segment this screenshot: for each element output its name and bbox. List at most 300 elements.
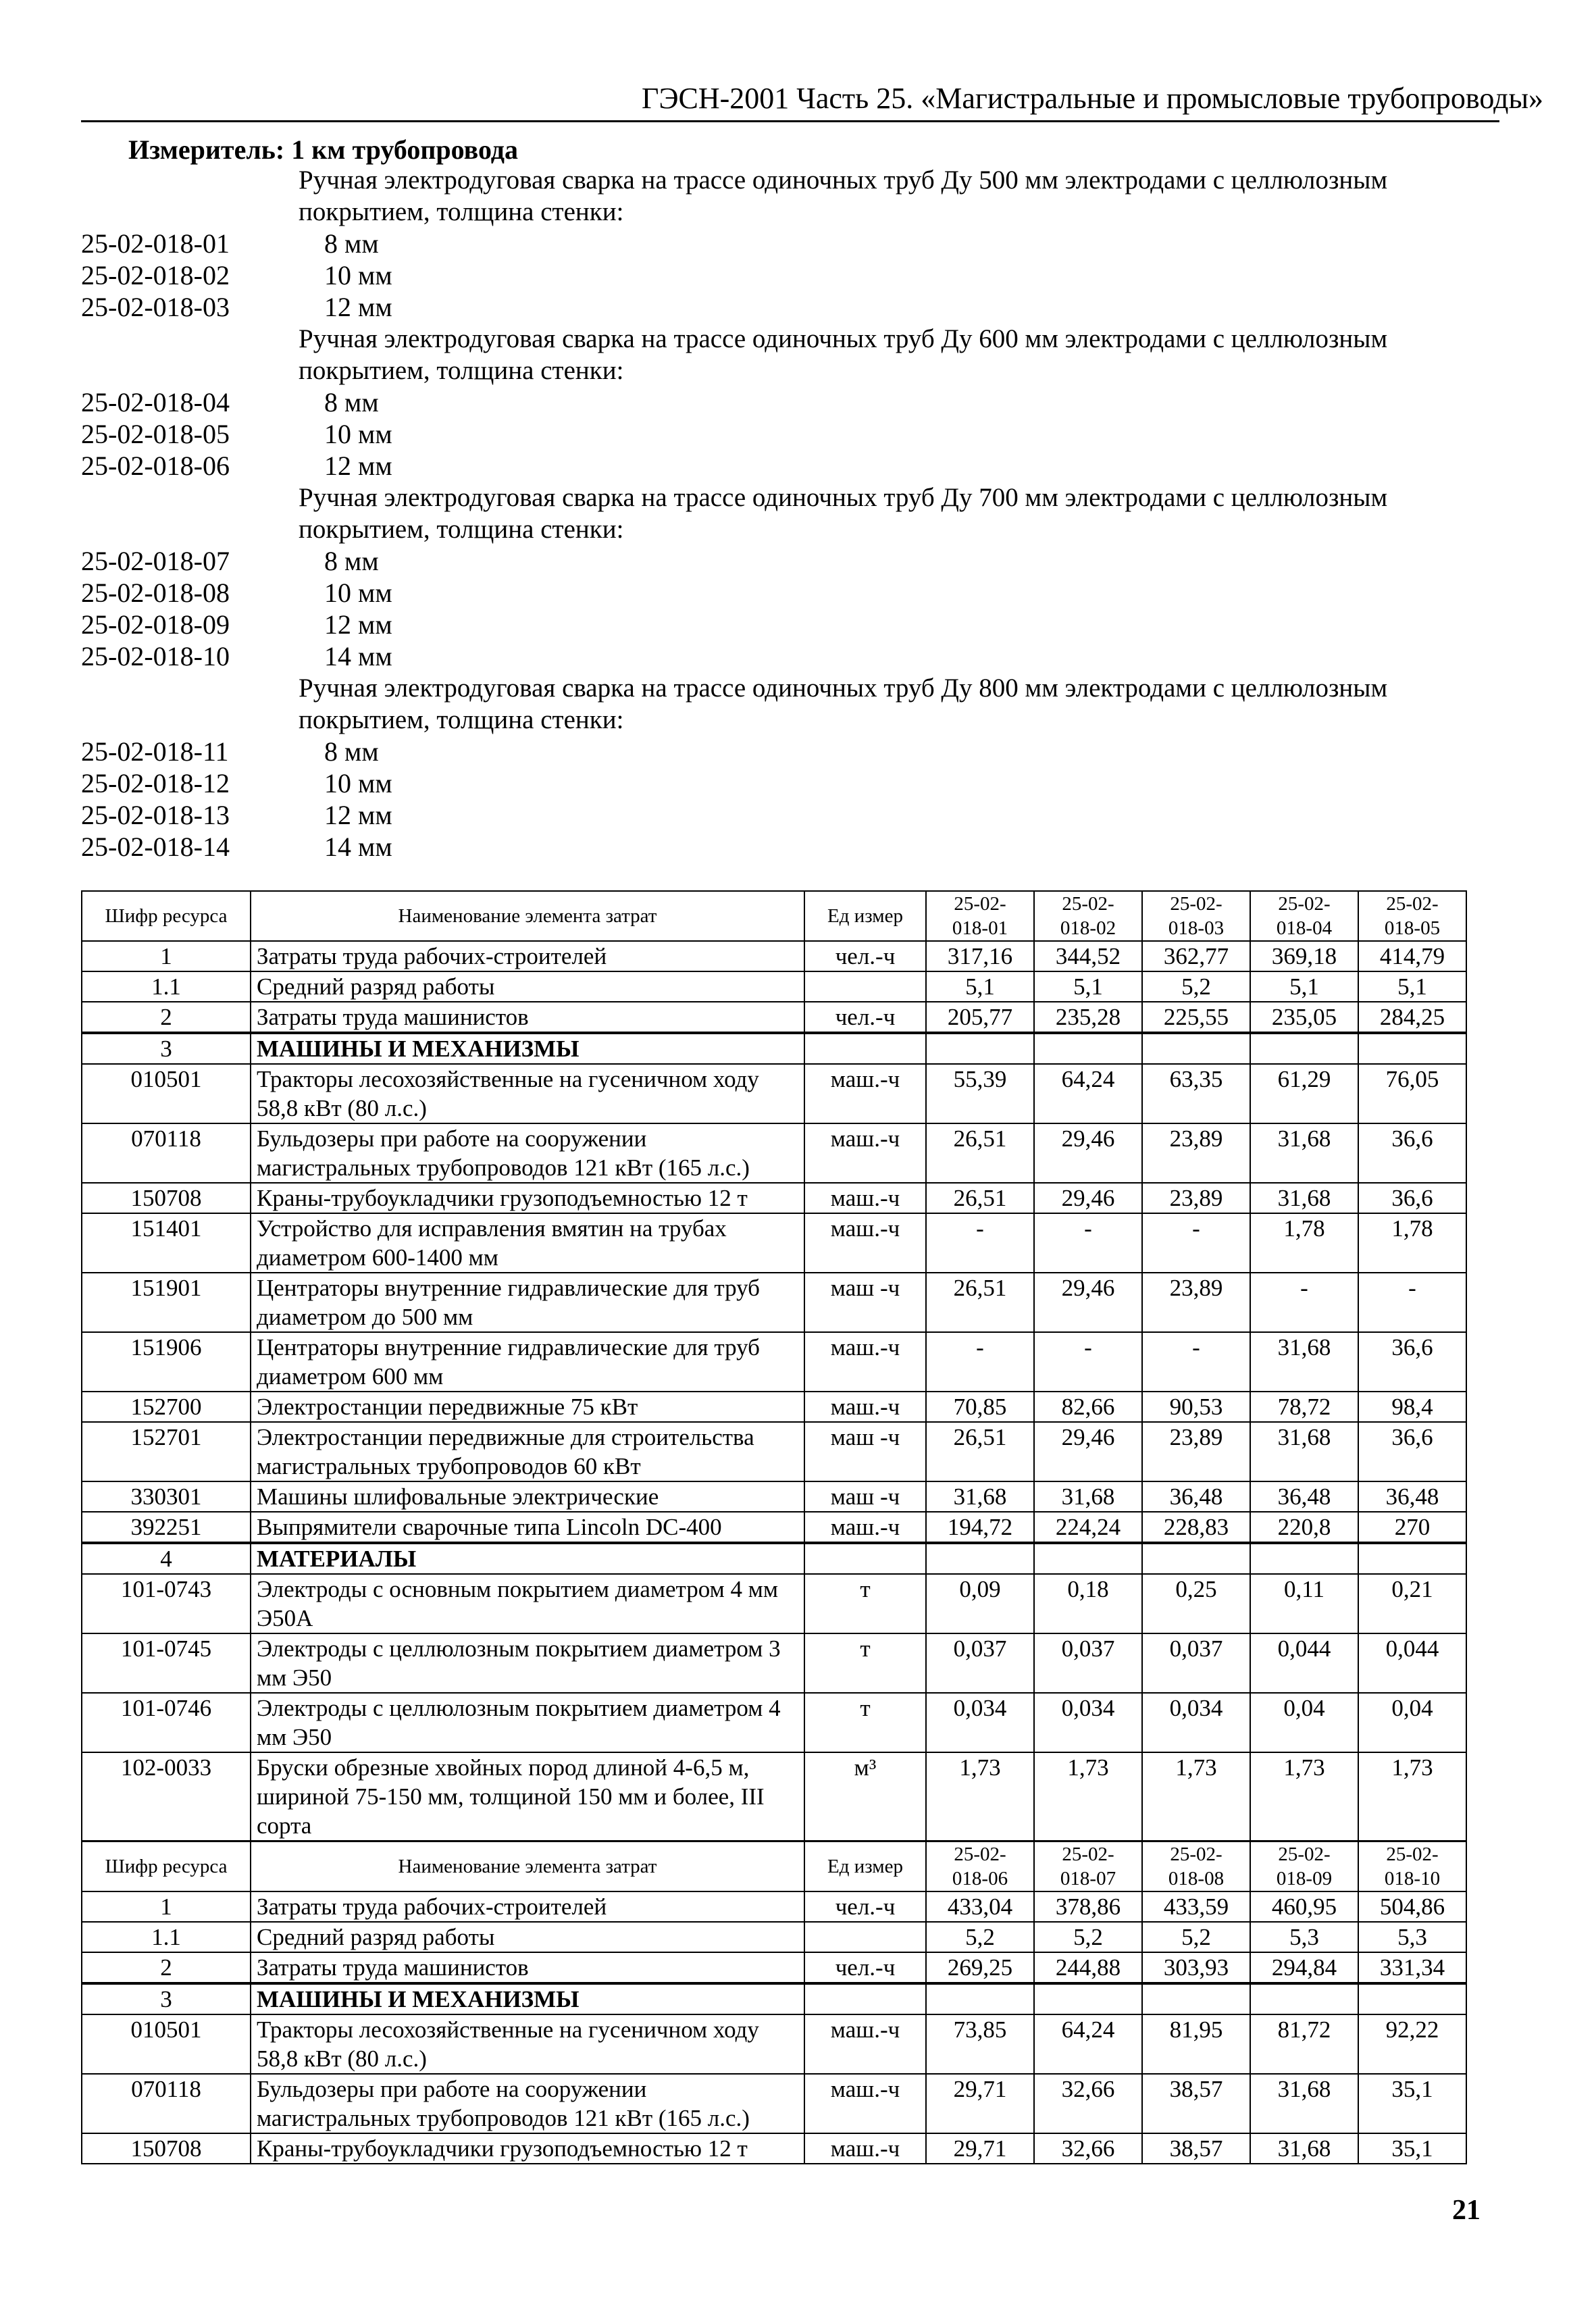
norm-value: 0,037	[1034, 1633, 1142, 1693]
empty-cell	[1358, 1033, 1466, 1064]
norm-value: 1,73	[926, 1752, 1034, 1841]
norm-value: 303,93	[1142, 1952, 1250, 1983]
col-header-code: Шифр ресурса	[82, 891, 251, 941]
norm-code-row	[81, 259, 1506, 291]
resource-name: Бруски обрезные хвойных пород длиной 4-6,5 м, шириной 75-150 мм, толщиной 150 мм и более, III сорта	[251, 1752, 804, 1841]
resource-unit: т	[804, 1574, 926, 1633]
norm-code: 25-02-018-14	[81, 832, 230, 862]
norm-value: 235,05	[1250, 1002, 1358, 1033]
norm-value: 31,68	[926, 1481, 1034, 1512]
work-group-title: Ручная электродуговая сварка на трассе одиночных труб Ду 800 мм электродами с целлюлозным покрытием, толщина стенки:	[299, 673, 1388, 734]
resource-unit: маш.-ч	[804, 1064, 926, 1123]
norm-code-row	[81, 767, 1506, 799]
norm-code-row	[81, 799, 1506, 831]
wall-thickness: 10 мм	[324, 578, 392, 608]
resource-code: 101-0745	[82, 1633, 251, 1693]
norm-code: 25-02-018-12	[81, 768, 230, 798]
table-header-row	[82, 1841, 1466, 1891]
resource-unit: чел.-ч	[804, 1891, 926, 1922]
norm-value: 0,18	[1034, 1574, 1142, 1633]
norm-value: 5,1	[1358, 971, 1466, 1002]
norm-value: 78,72	[1250, 1392, 1358, 1422]
norm-value: 76,05	[1358, 1064, 1466, 1123]
norm-value: 26,51	[926, 1273, 1034, 1332]
norm-code: 25-02-018-02	[81, 260, 230, 290]
norm-value: 29,71	[926, 2074, 1034, 2133]
table-row	[82, 1512, 1466, 1543]
resource-name: Выпрямители сварочные типа Lincoln DC-400	[251, 1512, 804, 1543]
norm-value: 504,86	[1358, 1891, 1466, 1922]
norm-value: 205,77	[926, 1002, 1034, 1033]
resource-name: Краны-трубоукладчики грузоподъемностью 12 т	[251, 2133, 804, 2164]
page-number: 21	[1452, 2195, 1481, 2226]
resource-unit: маш -ч	[804, 1273, 926, 1332]
wall-thickness: 8 мм	[324, 387, 379, 417]
resource-name: Тракторы лесохозяйственные на гусеничном ходу 58,8 кВт (80 л.с.)	[251, 2014, 804, 2074]
norm-value: 0,04	[1358, 1693, 1466, 1752]
empty-cell	[1250, 1543, 1358, 1574]
empty-cell	[1034, 1033, 1142, 1064]
resource-unit: т	[804, 1633, 926, 1693]
col-header-norm: 25-02- 018-03	[1142, 891, 1250, 941]
norm-value: 194,72	[926, 1512, 1034, 1543]
section-row	[82, 1983, 1466, 2014]
section-row	[82, 1033, 1466, 1064]
norm-code: 25-02-018-10	[81, 641, 230, 671]
empty-cell	[1358, 1983, 1466, 2014]
resource-table-2	[81, 1841, 1467, 2164]
norm-value: 235,28	[1034, 1002, 1142, 1033]
empty-cell	[926, 1983, 1034, 2014]
norm-value: 0,044	[1250, 1633, 1358, 1693]
norm-value: 224,24	[1034, 1512, 1142, 1543]
wall-thickness: 12 мм	[324, 292, 392, 322]
norm-code: 25-02-018-05	[81, 419, 230, 449]
resource-name: Затраты труда машинистов	[251, 1952, 804, 1983]
norm-code-row	[81, 418, 1506, 450]
table-row	[82, 1633, 1466, 1693]
norm-value: 1,73	[1142, 1752, 1250, 1841]
norm-value: 64,24	[1034, 2014, 1142, 2074]
norm-value: 270	[1358, 1512, 1466, 1543]
work-group-title: Ручная электродуговая сварка на трассе одиночных труб Ду 700 мм электродами с целлюлозным покрытием, толщина стенки:	[299, 483, 1388, 544]
table-row	[82, 1752, 1466, 1841]
resource-name: Затраты труда машинистов	[251, 1002, 804, 1033]
resource-unit: маш.-ч	[804, 1512, 926, 1543]
norm-value: 81,95	[1142, 2014, 1250, 2074]
norm-value: 5,3	[1358, 1922, 1466, 1952]
empty-cell	[1250, 1033, 1358, 1064]
empty-cell	[1034, 1543, 1142, 1574]
wall-thickness: 12 мм	[324, 609, 392, 640]
norm-code-row	[81, 386, 1506, 418]
table-row	[82, 1891, 1466, 1922]
resource-code: 101-0746	[82, 1693, 251, 1752]
section-title: МАТЕРИАЛЫ	[251, 1543, 804, 1574]
norm-value: 31,68	[1250, 1183, 1358, 1213]
resource-unit: чел.-ч	[804, 941, 926, 971]
resource-unit: маш -ч	[804, 1422, 926, 1481]
resource-name: Электростанции передвижные для строительства магистральных трубопроводов 60 кВт	[251, 1422, 804, 1481]
resource-name: Машины шлифовальные электрические	[251, 1481, 804, 1512]
norm-code-row	[81, 228, 1506, 259]
norm-value: 5,1	[1034, 971, 1142, 1002]
norm-value: 5,1	[1250, 971, 1358, 1002]
norm-value: 32,66	[1034, 2133, 1142, 2164]
resource-unit: чел.-ч	[804, 1952, 926, 1983]
norm-value: 35,1	[1358, 2133, 1466, 2164]
norm-value: 31,68	[1250, 2133, 1358, 2164]
empty-cell	[1142, 1033, 1250, 1064]
norm-value: 31,68	[1250, 1332, 1358, 1392]
norm-value: 29,46	[1034, 1422, 1142, 1481]
norm-value: -	[1034, 1332, 1142, 1392]
norm-value: 0,044	[1358, 1633, 1466, 1693]
norm-value: 0,09	[926, 1574, 1034, 1633]
norm-value: 29,46	[1034, 1273, 1142, 1332]
resource-code: 1.1	[82, 1922, 251, 1952]
empty-cell	[1034, 1983, 1142, 2014]
norm-value: 82,66	[1034, 1392, 1142, 1422]
norm-code: 25-02-018-04	[81, 387, 230, 417]
wall-thickness: 14 мм	[324, 641, 392, 671]
norm-value: 5,1	[926, 971, 1034, 1002]
resource-name: Средний разряд работы	[251, 971, 804, 1002]
norm-value: 23,89	[1142, 1183, 1250, 1213]
resource-code: 150708	[82, 2133, 251, 2164]
norm-value: 38,57	[1142, 2074, 1250, 2133]
norm-value: 331,34	[1358, 1952, 1466, 1983]
norm-value: 0,034	[1142, 1693, 1250, 1752]
resource-unit: маш.-ч	[804, 2014, 926, 2074]
norm-value: 414,79	[1358, 941, 1466, 971]
norm-value: 0,04	[1250, 1693, 1358, 1752]
col-header-code: Шифр ресурса	[82, 1841, 251, 1891]
norm-value: 0,034	[926, 1693, 1034, 1752]
norm-value: 38,57	[1142, 2133, 1250, 2164]
norm-value: 32,66	[1034, 2074, 1142, 2133]
resource-name: Краны-трубоукладчики грузоподъемностью 12 т	[251, 1183, 804, 1213]
empty-cell	[1358, 1543, 1466, 1574]
table-row	[82, 1481, 1466, 1512]
norm-value: 29,46	[1034, 1183, 1142, 1213]
norm-value: 220,8	[1250, 1512, 1358, 1543]
table-row	[82, 1952, 1466, 1983]
measure-unit: Измеритель: 1 км трубопровода	[128, 134, 519, 165]
col-header-norm: 25-02- 018-09	[1250, 1841, 1358, 1891]
norm-code: 25-02-018-11	[81, 736, 229, 767]
col-header-name: Наименование элемента затрат	[251, 1841, 804, 1891]
norm-value: -	[926, 1332, 1034, 1392]
wall-thickness: 14 мм	[324, 832, 392, 862]
norm-value: 1,78	[1358, 1213, 1466, 1273]
resource-code: 102-0033	[82, 1752, 251, 1841]
empty-cell	[1142, 1983, 1250, 2014]
norm-value: 460,95	[1250, 1891, 1358, 1922]
work-group-title: Ручная электродуговая сварка на трассе одиночных труб Ду 500 мм электродами с целлюлозным покрытием, толщина стенки:	[299, 166, 1388, 226]
col-header-norm: 25-02- 018-05	[1358, 891, 1466, 941]
norm-code-row	[81, 450, 1506, 482]
norm-code: 25-02-018-03	[81, 292, 230, 322]
norm-value: 0,11	[1250, 1574, 1358, 1633]
norm-value: 284,25	[1358, 1002, 1466, 1033]
resource-name: Центраторы внутренние гидравлические для труб диаметром до 500 мм	[251, 1273, 804, 1332]
wall-thickness: 8 мм	[324, 546, 379, 576]
norm-value: 269,25	[926, 1952, 1034, 1983]
norm-value: 433,59	[1142, 1891, 1250, 1922]
norm-value: 61,29	[1250, 1064, 1358, 1123]
resource-code: 101-0743	[82, 1574, 251, 1633]
norm-value: 29,71	[926, 2133, 1034, 2164]
running-header: ГЭСН-2001 Часть 25. «Магистральные и промысловые трубопроводы»	[642, 82, 1544, 115]
norm-value: 70,85	[926, 1392, 1034, 1422]
resource-name: Электроды с целлюлозным покрытием диаметром 4 мм Э50	[251, 1693, 804, 1752]
norm-value: 64,24	[1034, 1064, 1142, 1123]
resource-unit: м³	[804, 1752, 926, 1841]
table-row	[82, 941, 1466, 971]
resource-unit: маш.-ч	[804, 1332, 926, 1392]
norm-code: 25-02-018-08	[81, 578, 230, 608]
resource-name: Электроды с основным покрытием диаметром 4 мм Э50А	[251, 1574, 804, 1633]
resource-name: Затраты труда рабочих-строителей	[251, 1891, 804, 1922]
norm-value: 5,3	[1250, 1922, 1358, 1952]
resource-unit: маш.-ч	[804, 2133, 926, 2164]
col-header-norm: 25-02- 018-04	[1250, 891, 1358, 941]
norm-value: -	[1358, 1273, 1466, 1332]
norm-code-row	[81, 609, 1506, 640]
resource-code: 392251	[82, 1512, 251, 1543]
resource-code: 010501	[82, 2014, 251, 2074]
resource-code: 010501	[82, 1064, 251, 1123]
norm-value: 344,52	[1034, 941, 1142, 971]
norm-value: 63,35	[1142, 1064, 1250, 1123]
col-header-norm: 25-02- 018-06	[926, 1841, 1034, 1891]
norm-value: -	[1250, 1273, 1358, 1332]
norm-code-row	[81, 291, 1506, 323]
norm-value: 0,034	[1034, 1693, 1142, 1752]
norm-value: 5,2	[926, 1922, 1034, 1952]
norm-value: 23,89	[1142, 1123, 1250, 1183]
resource-name: Электроды с целлюлозным покрытием диаметром 3 мм Э50	[251, 1633, 804, 1693]
norm-value: 73,85	[926, 2014, 1034, 2074]
norm-value: 23,89	[1142, 1422, 1250, 1481]
norm-value: 5,2	[1142, 971, 1250, 1002]
col-header-unit: Ед измер	[804, 891, 926, 941]
table-row	[82, 2014, 1466, 2074]
empty-cell	[804, 1543, 926, 1574]
wall-thickness: 12 мм	[324, 800, 392, 830]
wall-thickness: 8 мм	[324, 736, 379, 767]
norm-value: -	[1142, 1213, 1250, 1273]
resource-code: 1.1	[82, 971, 251, 1002]
norm-value: 36,6	[1358, 1183, 1466, 1213]
col-header-norm: 25-02- 018-08	[1142, 1841, 1250, 1891]
norm-value: 0,037	[926, 1633, 1034, 1693]
col-header-norm: 25-02- 018-02	[1034, 891, 1142, 941]
col-header-norm: 25-02- 018-07	[1034, 1841, 1142, 1891]
resource-code: 151901	[82, 1273, 251, 1332]
norm-value: 36,6	[1358, 1332, 1466, 1392]
norm-value: 36,48	[1358, 1481, 1466, 1512]
empty-cell	[926, 1033, 1034, 1064]
norm-value: 35,1	[1358, 2074, 1466, 2133]
norm-value: -	[926, 1213, 1034, 1273]
table-row	[82, 1332, 1466, 1392]
resource-unit: маш.-ч	[804, 1123, 926, 1183]
table-row	[82, 1422, 1466, 1481]
norm-value: 5,2	[1142, 1922, 1250, 1952]
norm-value: 0,21	[1358, 1574, 1466, 1633]
resource-name: Бульдозеры при работе на сооружении магистральных трубопроводов 121 кВт (165 л.с.)	[251, 1123, 804, 1183]
table-row	[82, 1123, 1466, 1183]
norm-value: 31,68	[1250, 2074, 1358, 2133]
resource-name: Центраторы внутренние гидравлические для труб диаметром 600 мм	[251, 1332, 804, 1392]
resource-code: 151906	[82, 1332, 251, 1392]
norm-value: 55,39	[926, 1064, 1034, 1123]
table-row	[82, 1213, 1466, 1273]
norm-value: 228,83	[1142, 1512, 1250, 1543]
norm-value: 244,88	[1034, 1952, 1142, 1983]
norm-value: 29,46	[1034, 1123, 1142, 1183]
norm-value: 31,68	[1034, 1481, 1142, 1512]
resource-code: 1	[82, 1891, 251, 1922]
table-row	[82, 1574, 1466, 1633]
norm-value: 31,68	[1250, 1123, 1358, 1183]
wall-thickness: 8 мм	[324, 228, 379, 259]
norm-value: 362,77	[1142, 941, 1250, 971]
work-group-title: Ручная электродуговая сварка на трассе одиночных труб Ду 600 мм электродами с целлюлозным покрытием, толщина стенки:	[299, 324, 1388, 385]
norm-code-row	[81, 736, 1506, 767]
resource-unit: маш.-ч	[804, 1392, 926, 1422]
norm-value: 0,037	[1142, 1633, 1250, 1693]
norm-value: 378,86	[1034, 1891, 1142, 1922]
table-header-row	[82, 891, 1466, 941]
resource-unit	[804, 971, 926, 1002]
norm-code-row	[81, 545, 1506, 577]
table-row	[82, 1183, 1466, 1213]
norm-value: 1,73	[1358, 1752, 1466, 1841]
resource-unit	[804, 1922, 926, 1952]
resource-code: 152701	[82, 1422, 251, 1481]
norm-value: 81,72	[1250, 2014, 1358, 2074]
norm-code-row	[81, 831, 1506, 863]
section-title: МАШИНЫ И МЕХАНИЗМЫ	[251, 1033, 804, 1064]
norm-value: 36,48	[1142, 1481, 1250, 1512]
norm-value: 317,16	[926, 941, 1034, 971]
table-row	[82, 1922, 1466, 1952]
norm-value: 98,4	[1358, 1392, 1466, 1422]
resource-unit: маш.-ч	[804, 1213, 926, 1273]
resource-name: Бульдозеры при работе на сооружении магистральных трубопроводов 121 кВт (165 л.с.)	[251, 2074, 804, 2133]
resource-code: 152700	[82, 1392, 251, 1422]
resource-code: 2	[82, 1002, 251, 1033]
norm-value: 92,22	[1358, 2014, 1466, 2074]
table-row	[82, 1392, 1466, 1422]
table-row	[82, 1064, 1466, 1123]
norm-code: 25-02-018-01	[81, 228, 230, 259]
norm-value: 90,53	[1142, 1392, 1250, 1422]
empty-cell	[804, 1033, 926, 1064]
table-row	[82, 971, 1466, 1002]
resource-unit: маш -ч	[804, 1481, 926, 1512]
empty-cell	[1250, 1983, 1358, 2014]
resource-unit: маш.-ч	[804, 2074, 926, 2133]
norm-value: 433,04	[926, 1891, 1034, 1922]
empty-cell	[926, 1543, 1034, 1574]
resource-code: 070118	[82, 1123, 251, 1183]
norm-code: 25-02-018-06	[81, 451, 230, 481]
norm-value: 26,51	[926, 1422, 1034, 1481]
norm-code-row	[81, 640, 1506, 672]
header-rule	[81, 120, 1499, 122]
norm-value: 1,73	[1034, 1752, 1142, 1841]
resource-code: 3	[82, 1033, 251, 1064]
resource-name: Тракторы лесохозяйственные на гусеничном ходу 58,8 кВт (80 л.с.)	[251, 1064, 804, 1123]
col-header-unit: Ед измер	[804, 1841, 926, 1891]
wall-thickness: 12 мм	[324, 451, 392, 481]
empty-cell	[1142, 1543, 1250, 1574]
resource-code: 4	[82, 1543, 251, 1574]
resource-code: 2	[82, 1952, 251, 1983]
resource-code: 151401	[82, 1213, 251, 1273]
norm-value: 1,78	[1250, 1213, 1358, 1273]
norm-code: 25-02-018-13	[81, 800, 230, 830]
norm-value: 36,6	[1358, 1123, 1466, 1183]
norm-code-row	[81, 577, 1506, 609]
wall-thickness: 10 мм	[324, 419, 392, 449]
resource-unit: т	[804, 1693, 926, 1752]
resource-name: Устройство для исправления вмятин на трубах диаметром 600-1400 мм	[251, 1213, 804, 1273]
resource-table-1	[81, 890, 1467, 1841]
table-row	[82, 2074, 1466, 2133]
norm-code: 25-02-018-07	[81, 546, 230, 576]
norm-code: 25-02-018-09	[81, 609, 230, 640]
resource-unit: чел.-ч	[804, 1002, 926, 1033]
resource-name: Затраты труда рабочих-строителей	[251, 941, 804, 971]
col-header-name: Наименование элемента затрат	[251, 891, 804, 941]
resource-code: 330301	[82, 1481, 251, 1512]
col-header-norm: 25-02- 018-01	[926, 891, 1034, 941]
empty-cell	[804, 1983, 926, 2014]
norm-value: 26,51	[926, 1123, 1034, 1183]
section-row	[82, 1543, 1466, 1574]
norm-value: -	[1142, 1332, 1250, 1392]
resource-code: 070118	[82, 2074, 251, 2133]
resource-code: 150708	[82, 1183, 251, 1213]
norm-value: 1,73	[1250, 1752, 1358, 1841]
norm-value: 369,18	[1250, 941, 1358, 971]
norm-value: 26,51	[926, 1183, 1034, 1213]
wall-thickness: 10 мм	[324, 260, 392, 290]
norm-value: 0,25	[1142, 1574, 1250, 1633]
norm-value: 5,2	[1034, 1922, 1142, 1952]
table-row	[82, 1273, 1466, 1332]
norm-value: 36,6	[1358, 1422, 1466, 1481]
norm-value: 36,48	[1250, 1481, 1358, 1512]
resource-code: 1	[82, 941, 251, 971]
norm-value: -	[1034, 1213, 1142, 1273]
work-description-list	[81, 164, 1506, 863]
wall-thickness: 10 мм	[324, 768, 392, 798]
norm-value: 294,84	[1250, 1952, 1358, 1983]
resource-code: 3	[82, 1983, 251, 2014]
table-row	[82, 2133, 1466, 2164]
norm-value: 31,68	[1250, 1422, 1358, 1481]
norm-value: 23,89	[1142, 1273, 1250, 1332]
table-row	[82, 1002, 1466, 1033]
resource-unit: маш.-ч	[804, 1183, 926, 1213]
table-row	[82, 1693, 1466, 1752]
